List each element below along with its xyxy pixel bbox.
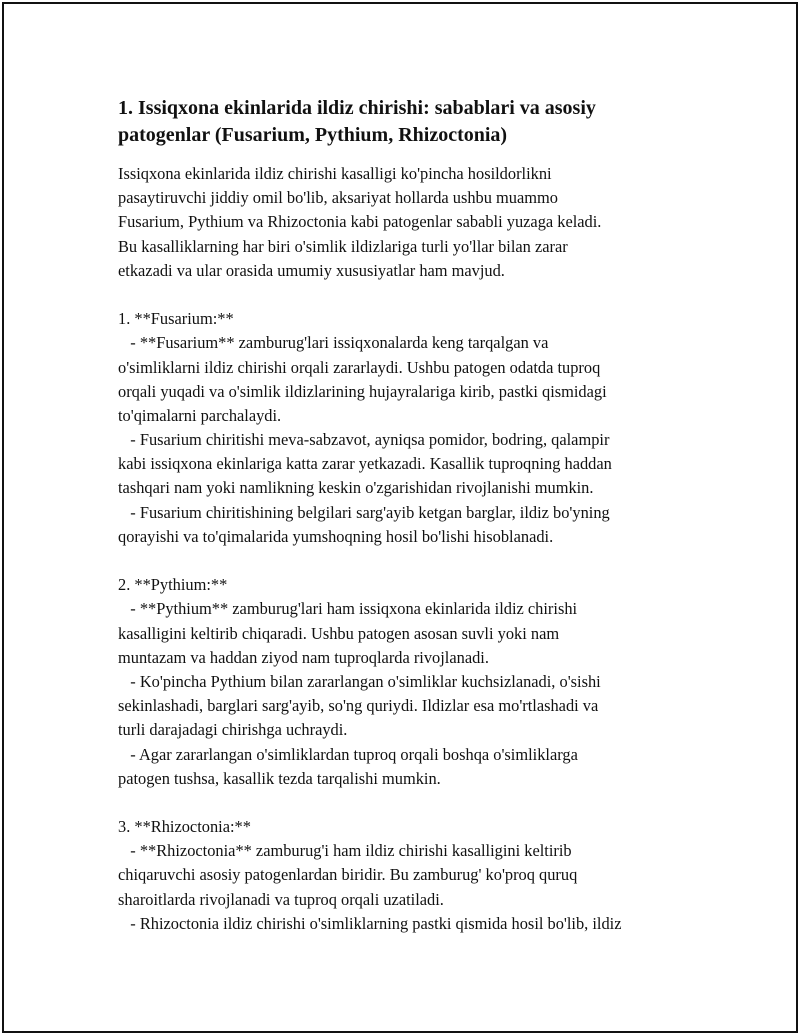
- text-line: chiqaruvchi asosiy patogenlardan biridir. Bu zamburug' ko'proq quruq: [118, 865, 578, 885]
- text-line: sekinlashadi, barglari sarg'ayib, so'ng quriydi. Ildizlar esa mo'rtlashadi va: [118, 696, 599, 716]
- text-line: Fusarium, Pythium va Rhizoctonia kabi patogenlar sababli yuzaga keladi.: [118, 212, 602, 232]
- text-line: pasaytiruvchi jiddiy omil bo'lib, aksariyat hollarda ushbu muammo: [118, 188, 558, 208]
- text-line: - **Fusarium** zamburug'lari issiqxonalarda keng tarqalgan va: [118, 333, 549, 353]
- text-line: - **Rhizoctonia** zamburug'i ham ildiz chirishi kasalligini keltirib: [118, 841, 572, 861]
- paragraph-gap: [118, 283, 698, 307]
- paragraph-gap: [118, 549, 698, 573]
- paragraph-gap: [118, 791, 698, 815]
- text-line: kasalligini keltirib chiqaradi. Ushbu patogen asosan suvli yoki nam: [118, 623, 560, 643]
- text-line: qorayishi va to'qimalarida yumshoqning hosil bo'lishi hisoblanadi.: [118, 526, 554, 546]
- text-line: - **Pythium** zamburug'lari ham issiqxona ekinlarida ildiz chirishi: [118, 599, 578, 619]
- fusarium-section: [118, 307, 698, 549]
- section-heading: [118, 95, 698, 149]
- text-line: Bu kasalliklarning har biri o'simlik ildizlariga turli yo'llar bilan zarar: [118, 236, 568, 256]
- text-line: - Fusarium chiritishining belgilari sarg'ayib ketgan barglar, ildiz bo'yning: [118, 502, 610, 522]
- text-line: 1. **Fusarium:**: [118, 309, 234, 329]
- text-line: etkazadi va ular orasida umumiy xususiyatlar ham mavjud.: [118, 260, 505, 280]
- heading-line: patogenlar (Fusarium, Pythium, Rhizoctonia): [118, 124, 508, 146]
- rhizoctonia-section: [118, 815, 698, 936]
- text-line: - Ko'pincha Pythium bilan zararlangan o'simliklar kuchsizlanadi, o'sishi: [118, 671, 601, 691]
- text-line: - Fusarium chiritishi meva-sabzavot, ayniqsa pomidor, bodring, qalampir: [118, 430, 610, 450]
- text-line: - Rhizoctonia ildiz chirishi o'simliklarning pastki qismida hosil bo'lib, ildiz: [118, 913, 622, 933]
- text-line: muntazam va haddan ziyod nam tuproqlarda rivojlanadi.: [118, 647, 489, 667]
- text-line: patogen tushsa, kasallik tezda tarqalishi mumkin.: [118, 768, 441, 788]
- document-body: [118, 95, 698, 936]
- text-line: 3. **Rhizoctonia:**: [118, 817, 251, 837]
- text-line: sharoitlarda rivojlanadi va tuproq orqali uzatiladi.: [118, 889, 444, 909]
- text-line: Issiqxona ekinlarida ildiz chirishi kasalligi ko'pincha hosildorlikni: [118, 164, 552, 183]
- text-line: to'qimalarni parchalaydi.: [118, 405, 282, 425]
- intro-paragraph: [118, 162, 698, 283]
- text-line: o'simliklarni ildiz chirishi orqali zararlaydi. Ushbu patogen odatda tuproq: [118, 357, 601, 377]
- text-line: orqali yuqadi va o'simlik ildizlarining hujayralariga kirib, pastki qismidagi: [118, 381, 607, 401]
- text-line: kabi issiqxona ekinlariga katta zarar yetkazadi. Kasallik tuproqning haddan: [118, 454, 612, 474]
- text-line: - Agar zararlangan o'simliklardan tuproq orqali boshqa o'simliklarga: [118, 744, 578, 764]
- text-line: turli darajadagi chirishga uchraydi.: [118, 720, 348, 740]
- heading-line: 1. Issiqxona ekinlarida ildiz chirishi: sabablari va asosiy: [118, 97, 596, 119]
- text-line: tashqari nam yoki namlikning keskin o'zgarishidan rivojlanishi mumkin.: [118, 478, 594, 498]
- text-line: 2. **Pythium:**: [118, 575, 228, 595]
- pythium-section: [118, 573, 698, 791]
